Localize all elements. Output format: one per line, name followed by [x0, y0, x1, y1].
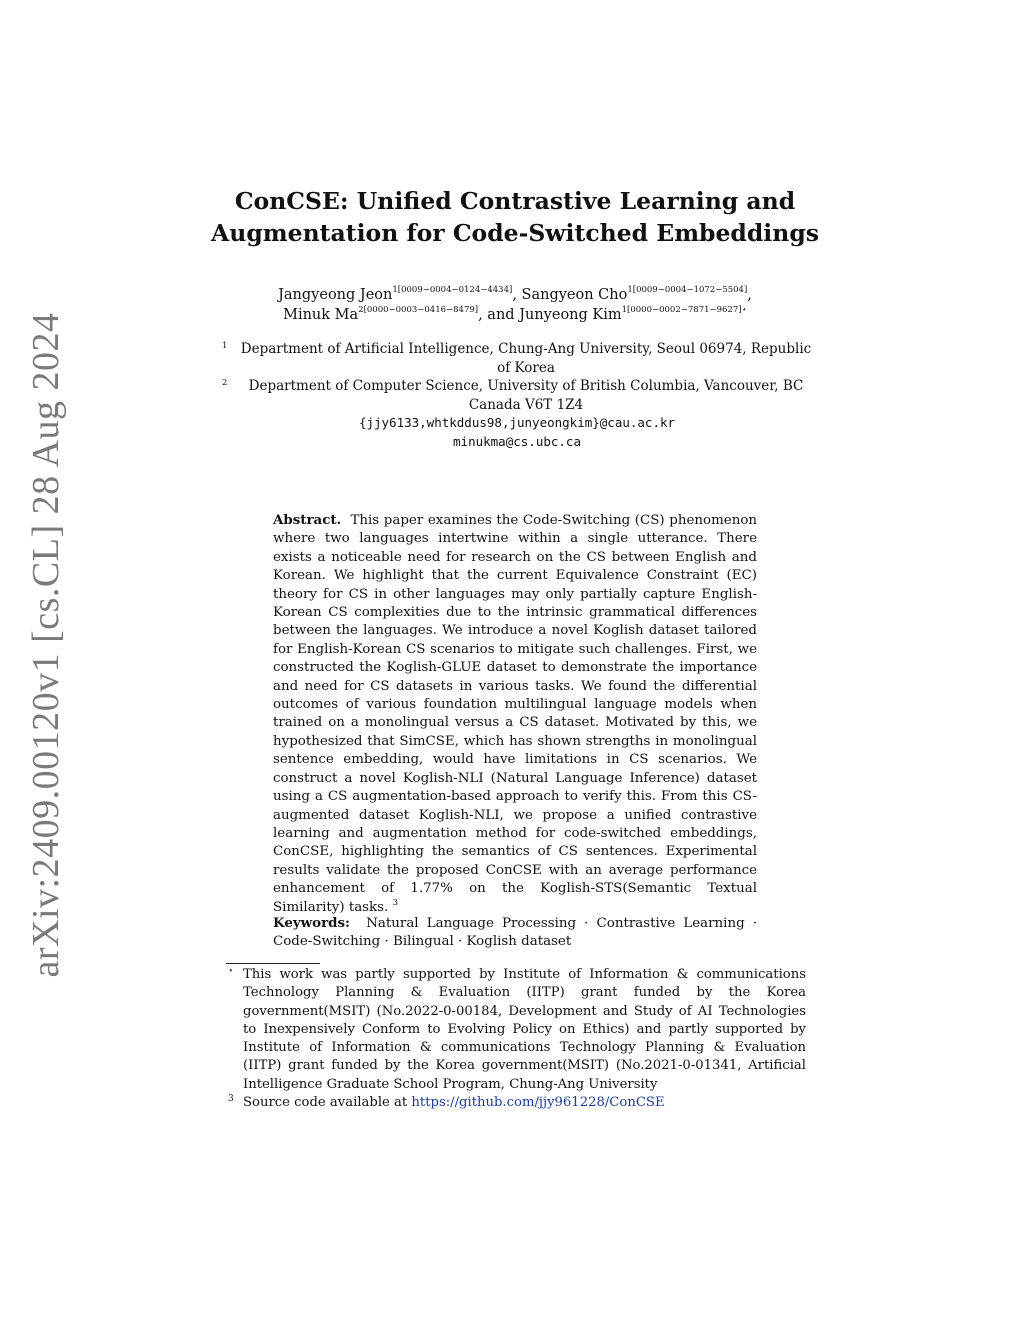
keywords-label: Keywords: — [273, 915, 351, 931]
footnote-divider — [226, 963, 320, 964]
affiliation-text: Department of Artificial Intelligence, Chung-Ang University, Seoul 06974, Republic of Korea — [240, 341, 812, 376]
author-line-2 — [200, 305, 830, 325]
abstract-text: This paper examines the Code-Switching (CS) phenomenon where two languages intertwine within a single utterance. There exists a noticeable need for research on the CS between English and Korean. We highlight that the current Equivalence Constraint (EC) theory for CS in other languages may only partially capture English-Korean CS complexities due to the intrinsic grammatical differences between the languages. We introduce a novel Koglish dataset tailored for English-Korean CS scenarios to mitigate such challenges. First, we constructed the Koglish-GLUE dataset to demonstrate the importance and need for CS datasets in various tasks. We found the differential outcomes of various foundation multilingual language models when trained on a monolingual versus a CS dataset. Motivated by this, we hypothesized that SimCSE, which has shown strengths in monolingual sentence embedding, would have limitations in CS scenarios. We construct a novel Koglish-NLI (Natural Language Inference) dataset using a CS augmentation-based approach to verify this. From this CS-augmented dataset Koglish-NLI, we propose a unified contrastive learning and augmentation method for code-switched embeddings, ConCSE, highlighting the semantics of CS sentences. Experimental results validate the proposed ConCSE with an average performance enhancement of 1.77% on the Koglish-STS(Semantic Textual Similarity) tasks. — [273, 513, 757, 915]
author-separator: , — [747, 287, 752, 303]
author-name: Junyeong Kim — [519, 307, 622, 323]
affiliations — [222, 340, 812, 451]
affiliation-item — [222, 340, 812, 377]
author-name: Jangyeong Jeon — [278, 287, 393, 303]
source-code-link[interactable]: https://github.com/jjy961228/ConCSE — [411, 1095, 665, 1111]
paper-title — [200, 185, 830, 249]
author-affiliation-orcid: 1[0009−0004−0124−4434] — [392, 285, 513, 295]
author-name: Minuk Ma — [283, 307, 359, 323]
footnotes — [226, 966, 806, 1112]
author-affiliation-orcid: 1[0009−0004−1072−5504] — [627, 285, 748, 295]
affiliation-number: 1 — [222, 341, 228, 351]
footnote-source-code — [226, 1094, 806, 1112]
title-line-1: ConCSE: Unified Contrastive Learning and — [234, 187, 796, 215]
arxiv-identifier: arXiv:2409.00120v1 [cs.CL] 28 Aug 2024 — [25, 312, 67, 978]
affiliation-number: 2 — [222, 378, 228, 388]
keywords-text: Natural Language Processing · Contrastive Learning · Code-Switching · Bilingual · Koglish dataset — [273, 916, 758, 950]
title-line-2: Augmentation for Code-Switched Embeddings — [211, 219, 819, 247]
affiliation-item — [222, 377, 812, 414]
footnote-funding — [226, 966, 806, 1094]
abstract-label: Abstract. — [273, 512, 342, 528]
author-affiliation-orcid: 1[0000−0002−7871−9627]⋆ — [621, 305, 747, 315]
footnote-text: Source code available at — [243, 1095, 412, 1111]
email-line-2: minukma@cs.ubc.ca — [453, 433, 581, 449]
abstract — [273, 511, 757, 917]
keywords — [273, 914, 757, 952]
author-name: Sangyeon Cho — [521, 287, 628, 303]
affiliation-text: Department of Computer Science, University of British Columbia, Vancouver, BC Canada V6T 1Z4 — [248, 378, 804, 413]
email-line-1: {jjy6133,whtkddus98,junyeongkim}@cau.ac.kr — [358, 415, 676, 430]
footnote-mark: 3 — [228, 1094, 234, 1105]
author-line-1 — [200, 285, 830, 305]
author-separator: , and — [478, 307, 520, 323]
footnote-text: This work was partly supported by Institute of Information & communications Technology Planning & Evaluation (IITP) grant funded by the Korea government(MSIT) (No.2022-0-00184, Development and Study of AI Technologies to Inexpensively Conform to Evolving Policy on Ethics) and partly supported by Institute of Information & communications Technology Planning & Evaluation (IITP) grant funded by the Korea government(MSIT) (No.2021-0-01341, Artificial Intelligence Graduate School Program, Chung-Ang University — [243, 967, 806, 1092]
author-list — [200, 285, 830, 325]
abstract-footnote-ref[interactable]: 3 — [392, 897, 398, 908]
author-affiliation-orcid: 2[0000−0003−0416−8479] — [358, 305, 479, 315]
author-separator: , — [512, 287, 522, 303]
footnote-mark: ⋆ — [228, 966, 234, 976]
